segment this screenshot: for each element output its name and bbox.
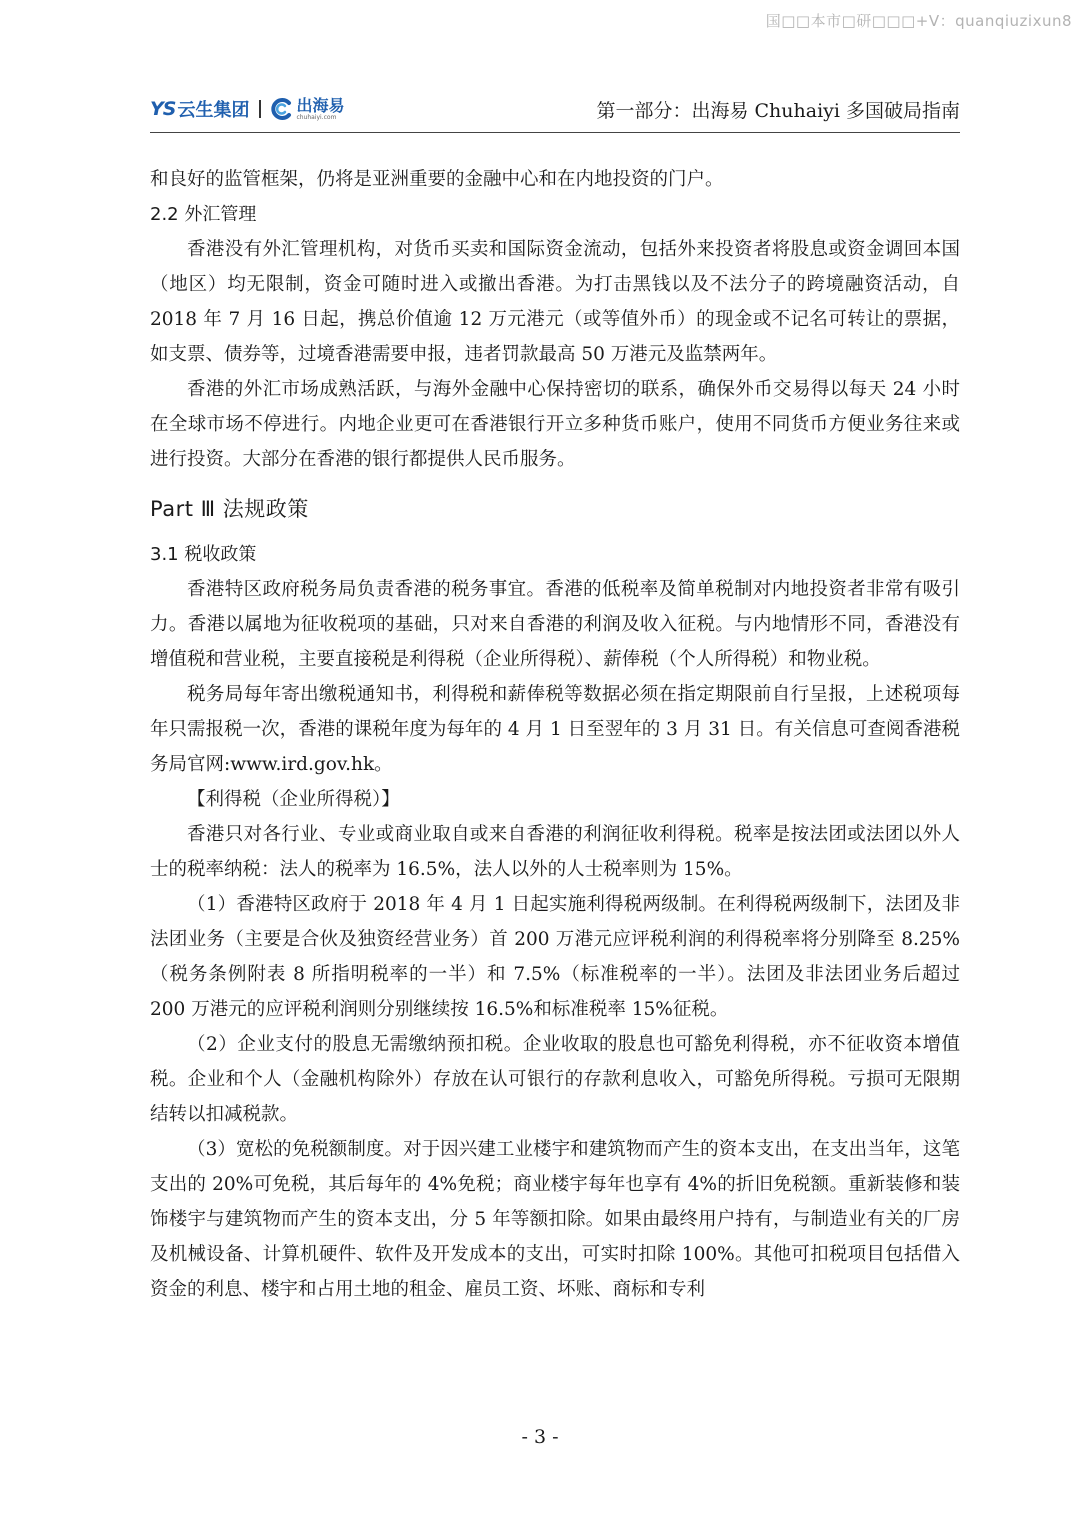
header-title: 第一部分：出海易 Chuhaiyi 多国破局指南 xyxy=(596,100,960,122)
chuhaiyi-logo-domain: chuhaiyi.com xyxy=(296,113,337,121)
header-logos xyxy=(150,96,344,122)
part-heading-3: Part Ⅲ 法规政策 xyxy=(150,497,309,521)
chuhaiyi-logo-name: 出海易 xyxy=(296,95,345,115)
ys-logo-name: 云生集团 xyxy=(177,100,250,121)
paragraph-item-2: （2）企业支付的股息无需缴纳预扣税。企业收取的股息也可豁免利得税，亦不征收资本增值税。企业和个人（金融机构除外）存放在认可银行的存款利息收入，可豁免所得税。亏损可无限期结转以扣减税款。 xyxy=(150,1034,960,1125)
paragraph-tax-2: 税务局每年寄出缴税通知书，利得税和薪俸税等数据必须在指定期限前自行呈报，上述税项每年只需报税一次，香港的课税年度为每年的 4 月 1 日至翌年的 3 月 31 日。有关信息可查阅香港税务局官网:www.ird.gov.hk。 xyxy=(150,684,960,775)
paragraph-fx-1: 香港没有外汇管理机构，对货币买卖和国际资金流动，包括外来投资者将股息或资金调回本国（地区）均无限制，资金可随时进入或撤出香港。为打击黑钱以及不法分子的跨境融资活动，自 2018 年 7 月 16 日起，携总价值逾 12 万元港元（或等值外币）的现金或不记名可转让的票据，如支票、债券等，过境香港需要申报，违者罚款最高 50 万港元及监禁两年。 xyxy=(150,239,960,365)
section-heading-3-1: 3.1 税收政策 xyxy=(150,544,257,565)
paragraph-tax-1: 香港特区政府税务局负责香港的税务事宜。香港的低税率及简单税制对内地投资者非常有吸引力。香港以属地为征收税项的基础，只对来自香港的利润及收入征税。与内地情形不同，香港没有增值税和营业税，主要直接税是利得税（企业所得税）、薪俸税（个人所得税）和物业税。 xyxy=(150,579,960,670)
logo-divider xyxy=(259,100,261,118)
paragraph-fx-2: 香港的外汇市场成熟活跃，与海外金融中心保持密切的联系，确保外币交易得以每天 24 小时在全球市场不停进行。内地企业更可在香港银行开立多种货币账户，使用不同货币方便业务往来或进行投资。大部分在香港的银行都提供人民币服务。 xyxy=(150,379,960,470)
header-divider xyxy=(150,132,960,133)
paragraph-profits-heading: 【利得税（企业所得税）】 xyxy=(187,789,400,810)
paragraph-intro: 和良好的监管框架，仍将是亚洲重要的金融中心和在内地投资的门户。 xyxy=(150,169,724,190)
page-number: - 3 - xyxy=(521,1426,559,1448)
paragraph-item-3: （3）宽松的免税额制度。对于因兴建工业楼宇和建筑物而产生的资本支出，在支出当年，这笔支出的 20%可免税，其后每年的 4%免税；商业楼宇每年也享有 4%的折旧免税额。重新装修和装饰楼宇与建筑物而产生的资本支出，分 5 年等额扣除。如果由最终用户持有，与制造业有关的厂房及机械设备、计算机硬件、软件及开发成本的支出，可实时扣除 100%。其他可扣税项目包括借入资金的利息、楼宇和占用土地的租金、雇员工资、坏账、商标和专利 xyxy=(150,1139,960,1300)
section-heading-2-2: 2.2 外汇管理 xyxy=(150,204,257,225)
document-body xyxy=(150,162,960,1307)
paragraph-profits-1: 香港只对各行业、专业或商业取自或来自香港的利润征收利得税。税率是按法团或法团以外人士的税率纳税：法人的税率为 16.5%，法人以外的人士税率则为 15%。 xyxy=(150,824,960,880)
chuhaiyi-logo xyxy=(296,95,345,121)
paragraph-item-1: （1）香港特区政府于 2018 年 4 月 1 日起实施利得税两级制。在利得税两级制下，法团及非法团业务（主要是合伙及独资经营业务）首 200 万港元应评税利润的利得税率将分别降至 8.25%（税务条例附表 8 所指明税率的一半）和 7.5%（标准税率的一半）。法团及非法团业务后超过 200 万港元的应评税利润则分别继续按 16.5%和标准税率 15%征税。 xyxy=(150,894,960,1020)
ys-logo-mark: YS xyxy=(150,98,176,120)
page-header xyxy=(150,92,960,128)
chuhaiyi-logo-icon xyxy=(271,98,293,120)
watermark-text: 国□□本市□研□□□+V：quanqiuzixun8 xyxy=(765,12,1072,30)
